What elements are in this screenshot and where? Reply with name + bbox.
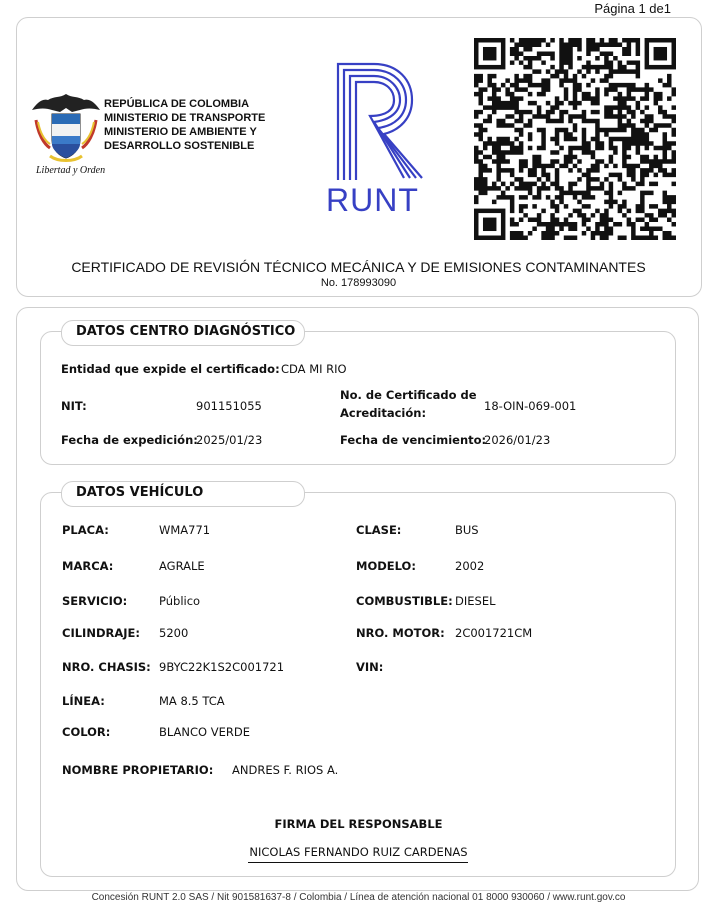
vencimiento-value: 2026/01/23: [484, 433, 551, 447]
chasis-value: 9BYC22K1S2C001721: [159, 660, 285, 674]
footer: Concesión RUNT 2.0 SAS / Nit 901581637-8 / Colombia / Línea de atención nacional 01 8000 930060 / www.runt.gov.co: [91, 892, 626, 903]
certificate-title: CERTIFICADO DE REVISIÓN TÉCNICO MECÁNICA Y DE EMISIONES CONTAMINANTES: [71, 259, 646, 275]
nit-label: NIT:: [61, 399, 87, 413]
gov-line: MINISTERIO DE TRANSPORTE: [104, 112, 266, 124]
page-number: Página 1 de1: [594, 1, 671, 16]
gov-line: DESARROLLO SOSTENIBLE: [104, 140, 255, 152]
government-heading: [104, 97, 265, 153]
motor-label: NRO. MOTOR:: [356, 626, 445, 640]
clase-value: BUS: [455, 523, 479, 537]
gov-line: REPÚBLICA DE COLOMBIA: [104, 98, 250, 110]
qr-finder: [483, 47, 496, 60]
servicio-value: Público: [159, 594, 201, 608]
certificate-number: No. 178993090: [320, 277, 397, 289]
marca-value: AGRALE: [159, 559, 205, 573]
acreditacion-value: 18-OIN-069-001: [484, 399, 577, 413]
entidad-value: CDA MI RIO: [281, 362, 347, 376]
placa-label: PLACA:: [62, 523, 109, 537]
motor-value: 2C001721CM: [455, 626, 533, 640]
cilindraje-label: CILINDRAJE:: [62, 626, 140, 640]
expedicion-label: Fecha de expedición:: [61, 433, 198, 447]
runt-logo-icon: [334, 60, 424, 184]
servicio-label: SERVICIO:: [62, 594, 128, 608]
linea-value: MA 8.5 TCA: [159, 694, 225, 708]
placa-value: WMA771: [159, 523, 211, 537]
qr-finder: [483, 218, 496, 231]
acreditacion-label-line2: Acreditación:: [340, 406, 427, 420]
combustible-value: DIESEL: [455, 594, 496, 608]
linea-label: LÍNEA:: [62, 694, 105, 708]
propietario-value: ANDRES F. RIOS A.: [232, 763, 339, 777]
modelo-label: MODELO:: [356, 559, 416, 573]
vencimiento-label: Fecha de vencimiento:: [340, 433, 487, 447]
signature-underline: [248, 862, 468, 863]
combustible-label: COMBUSTIBLE:: [356, 594, 453, 608]
color-value: BLANCO VERDE: [159, 725, 251, 739]
entidad-label: Entidad que expide el certificado:: [61, 362, 280, 376]
propietario-label: NOMBRE PROPIETARIO:: [62, 763, 214, 777]
modelo-value: 2002: [455, 559, 485, 573]
expedicion-value: 2025/01/23: [196, 433, 263, 447]
motto: Libertad y Orden: [36, 165, 106, 176]
signature-name: NICOLAS FERNANDO RUIZ CARDENAS: [249, 845, 468, 859]
color-label: COLOR:: [62, 725, 111, 739]
marca-label: MARCA:: [62, 559, 114, 573]
nit-value: 901151055: [196, 399, 262, 413]
vin-label: VIN:: [356, 660, 384, 674]
vehiculo-section-title: DATOS VEHÍCULO: [61, 481, 305, 507]
clase-label: CLASE:: [356, 523, 402, 537]
chasis-label: NRO. CHASIS:: [62, 660, 151, 674]
qr-code-icon: [474, 38, 676, 240]
signature-title: FIRMA DEL RESPONSABLE: [274, 817, 443, 831]
gov-line: MINISTERIO DE AMBIENTE Y: [104, 126, 257, 138]
acreditacion-label-line1: No. de Certificado de: [340, 388, 477, 402]
cilindraje-value: 5200: [159, 626, 189, 640]
coat-of-arms-icon: [30, 90, 102, 164]
qr-finder: [654, 47, 667, 60]
runt-logo-text: RUNT: [326, 182, 419, 218]
centro-section-title: DATOS CENTRO DIAGNÓSTICO: [61, 320, 305, 346]
